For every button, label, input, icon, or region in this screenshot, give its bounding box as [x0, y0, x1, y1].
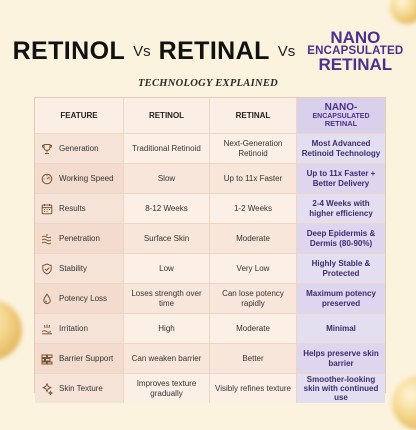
- feature-cell: [35, 344, 123, 373]
- feature-cell: [35, 194, 123, 223]
- retinal-cell: Visibly refines texture: [209, 374, 296, 403]
- feature-cell: [35, 254, 123, 283]
- retinol-cell: Low: [123, 254, 209, 283]
- speedometer-icon: [41, 173, 53, 185]
- feature-label: Potency Loss: [59, 293, 108, 303]
- decorative-orb-top-right: [390, 0, 416, 24]
- feature-label: Penetration: [59, 233, 100, 243]
- retinol-cell: Can weaken barrier: [123, 344, 209, 373]
- nano-cell: Up to 11x Faster + Better Delivery: [296, 164, 385, 193]
- nano-cell: Maximum potency preserved: [296, 284, 385, 313]
- irritation-icon: [41, 323, 53, 335]
- table-row: [35, 373, 385, 403]
- retinol-cell: Improves texture gradually: [123, 374, 209, 403]
- retinol-cell: Loses strength over time: [123, 284, 209, 313]
- retinal-cell: Next-Generation Retinoid: [209, 134, 296, 163]
- nano-cell: Most Advanced Retinoid Technology: [296, 134, 385, 163]
- barrier-icon: [41, 353, 53, 365]
- retinal-cell: Moderate: [209, 314, 296, 343]
- nano-cell: Deep Epidermis & Dermis (80-90%): [296, 224, 385, 253]
- feature-label: Results: [59, 203, 86, 213]
- retinol-cell: 8-12 Weeks: [123, 194, 209, 223]
- header-retinal: RETINAL: [209, 98, 296, 133]
- retinol-cell: Traditional Retinoid: [123, 134, 209, 163]
- header-feature: FEATURE: [35, 98, 123, 133]
- headline-vs-1: Vs: [133, 43, 151, 61]
- nano-cell: Smoother-looking skin with continued use: [296, 374, 385, 403]
- feature-label: Barrier Support: [59, 353, 114, 363]
- skin-layers-icon: [41, 233, 53, 245]
- feature-label: Generation: [59, 143, 99, 153]
- feature-cell: [35, 374, 123, 403]
- header-nano: [296, 98, 385, 133]
- retinol-cell: Slow: [123, 164, 209, 193]
- headline-nano-line1: NANO: [330, 28, 381, 47]
- feature-cell: [35, 134, 123, 163]
- trophy-icon: [41, 143, 53, 155]
- table-row: [35, 343, 385, 373]
- table-row: [35, 193, 385, 223]
- headline-vs-2: Vs: [277, 43, 296, 61]
- retinal-cell: Up to 11x Faster: [209, 164, 296, 193]
- headline-retinol: RETINOL: [12, 37, 126, 66]
- headline-retinal: RETINAL: [158, 37, 270, 66]
- feature-label: Working Speed: [59, 173, 114, 183]
- retinol-cell: Surface Skin: [123, 224, 209, 253]
- header-nano-line2: ENCAPSULATED: [312, 113, 370, 121]
- retinal-cell: Better: [209, 344, 296, 373]
- retinal-cell: Very Low: [209, 254, 296, 283]
- feature-label: Irritation: [59, 323, 88, 333]
- table-header-row: [35, 98, 385, 133]
- sparkle-bottle-icon: [41, 383, 53, 395]
- header-nano-line3: RETINAL: [324, 119, 358, 129]
- feature-cell: [35, 284, 123, 313]
- headline-nano-line3: RETINAL: [318, 55, 393, 75]
- feature-label: Stability: [59, 263, 88, 273]
- subtitle: TECHNOLOGY EXPLAINED: [137, 78, 279, 89]
- nano-cell: 2-4 Weeks with higher efficiency: [296, 194, 385, 223]
- retinal-cell: 1-2 Weeks: [209, 194, 296, 223]
- decorative-orb-left: [0, 300, 22, 360]
- headline: [0, 30, 416, 73]
- nano-cell: Helps preserve skin barrier: [296, 344, 385, 373]
- nano-cell: Highly Stable & Protected: [296, 254, 385, 283]
- feature-cell: [35, 314, 123, 343]
- retinol-cell: High: [123, 314, 209, 343]
- retinal-cell: Moderate: [209, 224, 296, 253]
- header-nano-line1: NANO-: [324, 102, 358, 114]
- header-nano-text: [312, 103, 369, 128]
- headline-nano: [307, 30, 403, 73]
- nano-cell: Minimal: [296, 314, 385, 343]
- table-row: [35, 223, 385, 253]
- table-row: [35, 133, 385, 163]
- comparison-table: [34, 97, 386, 403]
- header-retinol: RETINOL: [123, 98, 209, 133]
- retinal-cell: Can lose potency rapidly: [209, 284, 296, 313]
- table-row: [35, 253, 385, 283]
- drop-icon: [41, 293, 53, 305]
- decorative-orb-bottom-right: [392, 376, 416, 430]
- table-row: [35, 283, 385, 313]
- table-row: [35, 313, 385, 343]
- calendar-icon: [41, 203, 53, 215]
- feature-label: Skin Texture: [59, 383, 103, 393]
- table-row: [35, 163, 385, 193]
- headline-nano-line2: ENCAPSULATED: [307, 45, 404, 58]
- feature-cell: [35, 164, 123, 193]
- shield-check-icon: [41, 263, 53, 275]
- feature-cell: [35, 224, 123, 253]
